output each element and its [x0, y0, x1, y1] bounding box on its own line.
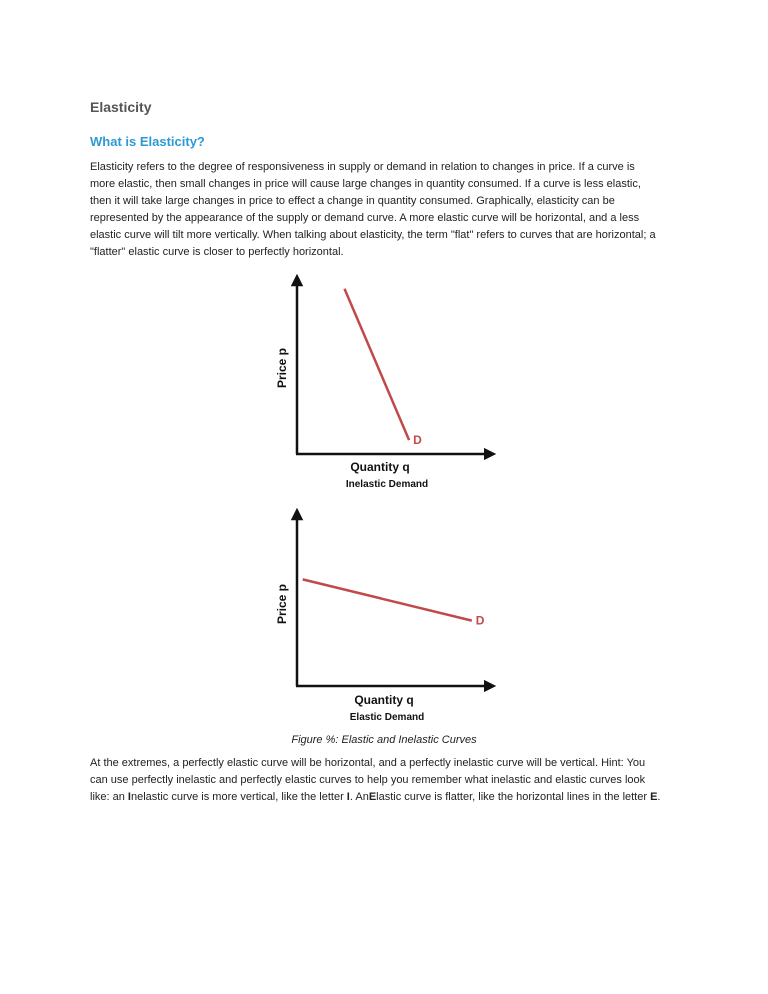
- y-axis-label: Price p: [275, 583, 289, 625]
- chart-svg: [262, 272, 512, 494]
- document-title: Elasticity: [90, 99, 152, 115]
- demand-curve: [303, 579, 472, 620]
- paragraph-line: then it will take large changes in price to effect a change in quantity consumed. Graphically, elasticity can be: [90, 195, 615, 207]
- x-axis-label: Quantity q: [350, 460, 410, 474]
- text-run: .: [657, 791, 661, 803]
- paragraph-intro: [90, 159, 690, 261]
- bold-letter-i: I: [127, 791, 131, 803]
- elastic-demand-chart: [262, 508, 512, 726]
- paragraph-line: can use perfectly inelastic and perfectly elastic curves to help you remember what inelastic and elastic curves look: [90, 774, 646, 786]
- chart-title: Inelastic Demand: [345, 479, 429, 490]
- curve-label-d: D: [413, 433, 422, 448]
- curve-label-d: D: [475, 613, 485, 628]
- section-heading: What is Elasticity?: [90, 134, 205, 149]
- chart-title: Elastic Demand: [349, 712, 425, 723]
- bold-letter-i: I: [346, 791, 350, 803]
- bold-letter-e: E: [368, 791, 377, 803]
- paragraph-line: "flatter" elastic curve is closer to perfectly horizontal.: [90, 246, 344, 258]
- x-axis-label: Quantity q: [354, 693, 414, 707]
- inelastic-demand-chart: [262, 272, 512, 494]
- paragraph-hint: [90, 755, 690, 806]
- figure-caption: Figure %: Elastic and Inelastic Curves: [291, 734, 477, 746]
- text-run: . An: [349, 791, 369, 803]
- paragraph-line: [90, 789, 690, 806]
- bold-letter-e: E: [650, 791, 658, 803]
- demand-curve: [345, 289, 410, 440]
- paragraph-line: Elasticity refers to the degree of responsiveness in supply or demand in relation to changes in price. If a curve is: [90, 161, 635, 173]
- text-run: lastic curve is flatter, like the horizontal lines in the letter: [376, 791, 651, 803]
- text-run: like: an: [90, 791, 128, 803]
- paragraph-line: more elastic, then small changes in price will cause large changes in quantity consumed. If a curve is less elastic,: [90, 178, 641, 190]
- y-axis-label: Price p: [275, 347, 289, 389]
- chart-svg: [262, 508, 512, 726]
- paragraph-line: At the extremes, a perfectly elastic curve will be horizontal, and a perfectly inelastic curve will be vertical. Hint: You: [90, 757, 646, 769]
- text-run: nelastic curve is more vertical, like the letter: [130, 791, 347, 803]
- paragraph-line: represented by the appearance of the supply or demand curve. A more elastic curve will be horizontal, and a less: [90, 212, 640, 224]
- paragraph-line: elastic curve will tilt more vertically. When talking about elasticity, the term "flat" refers to curves that are horizontal; a: [90, 229, 656, 241]
